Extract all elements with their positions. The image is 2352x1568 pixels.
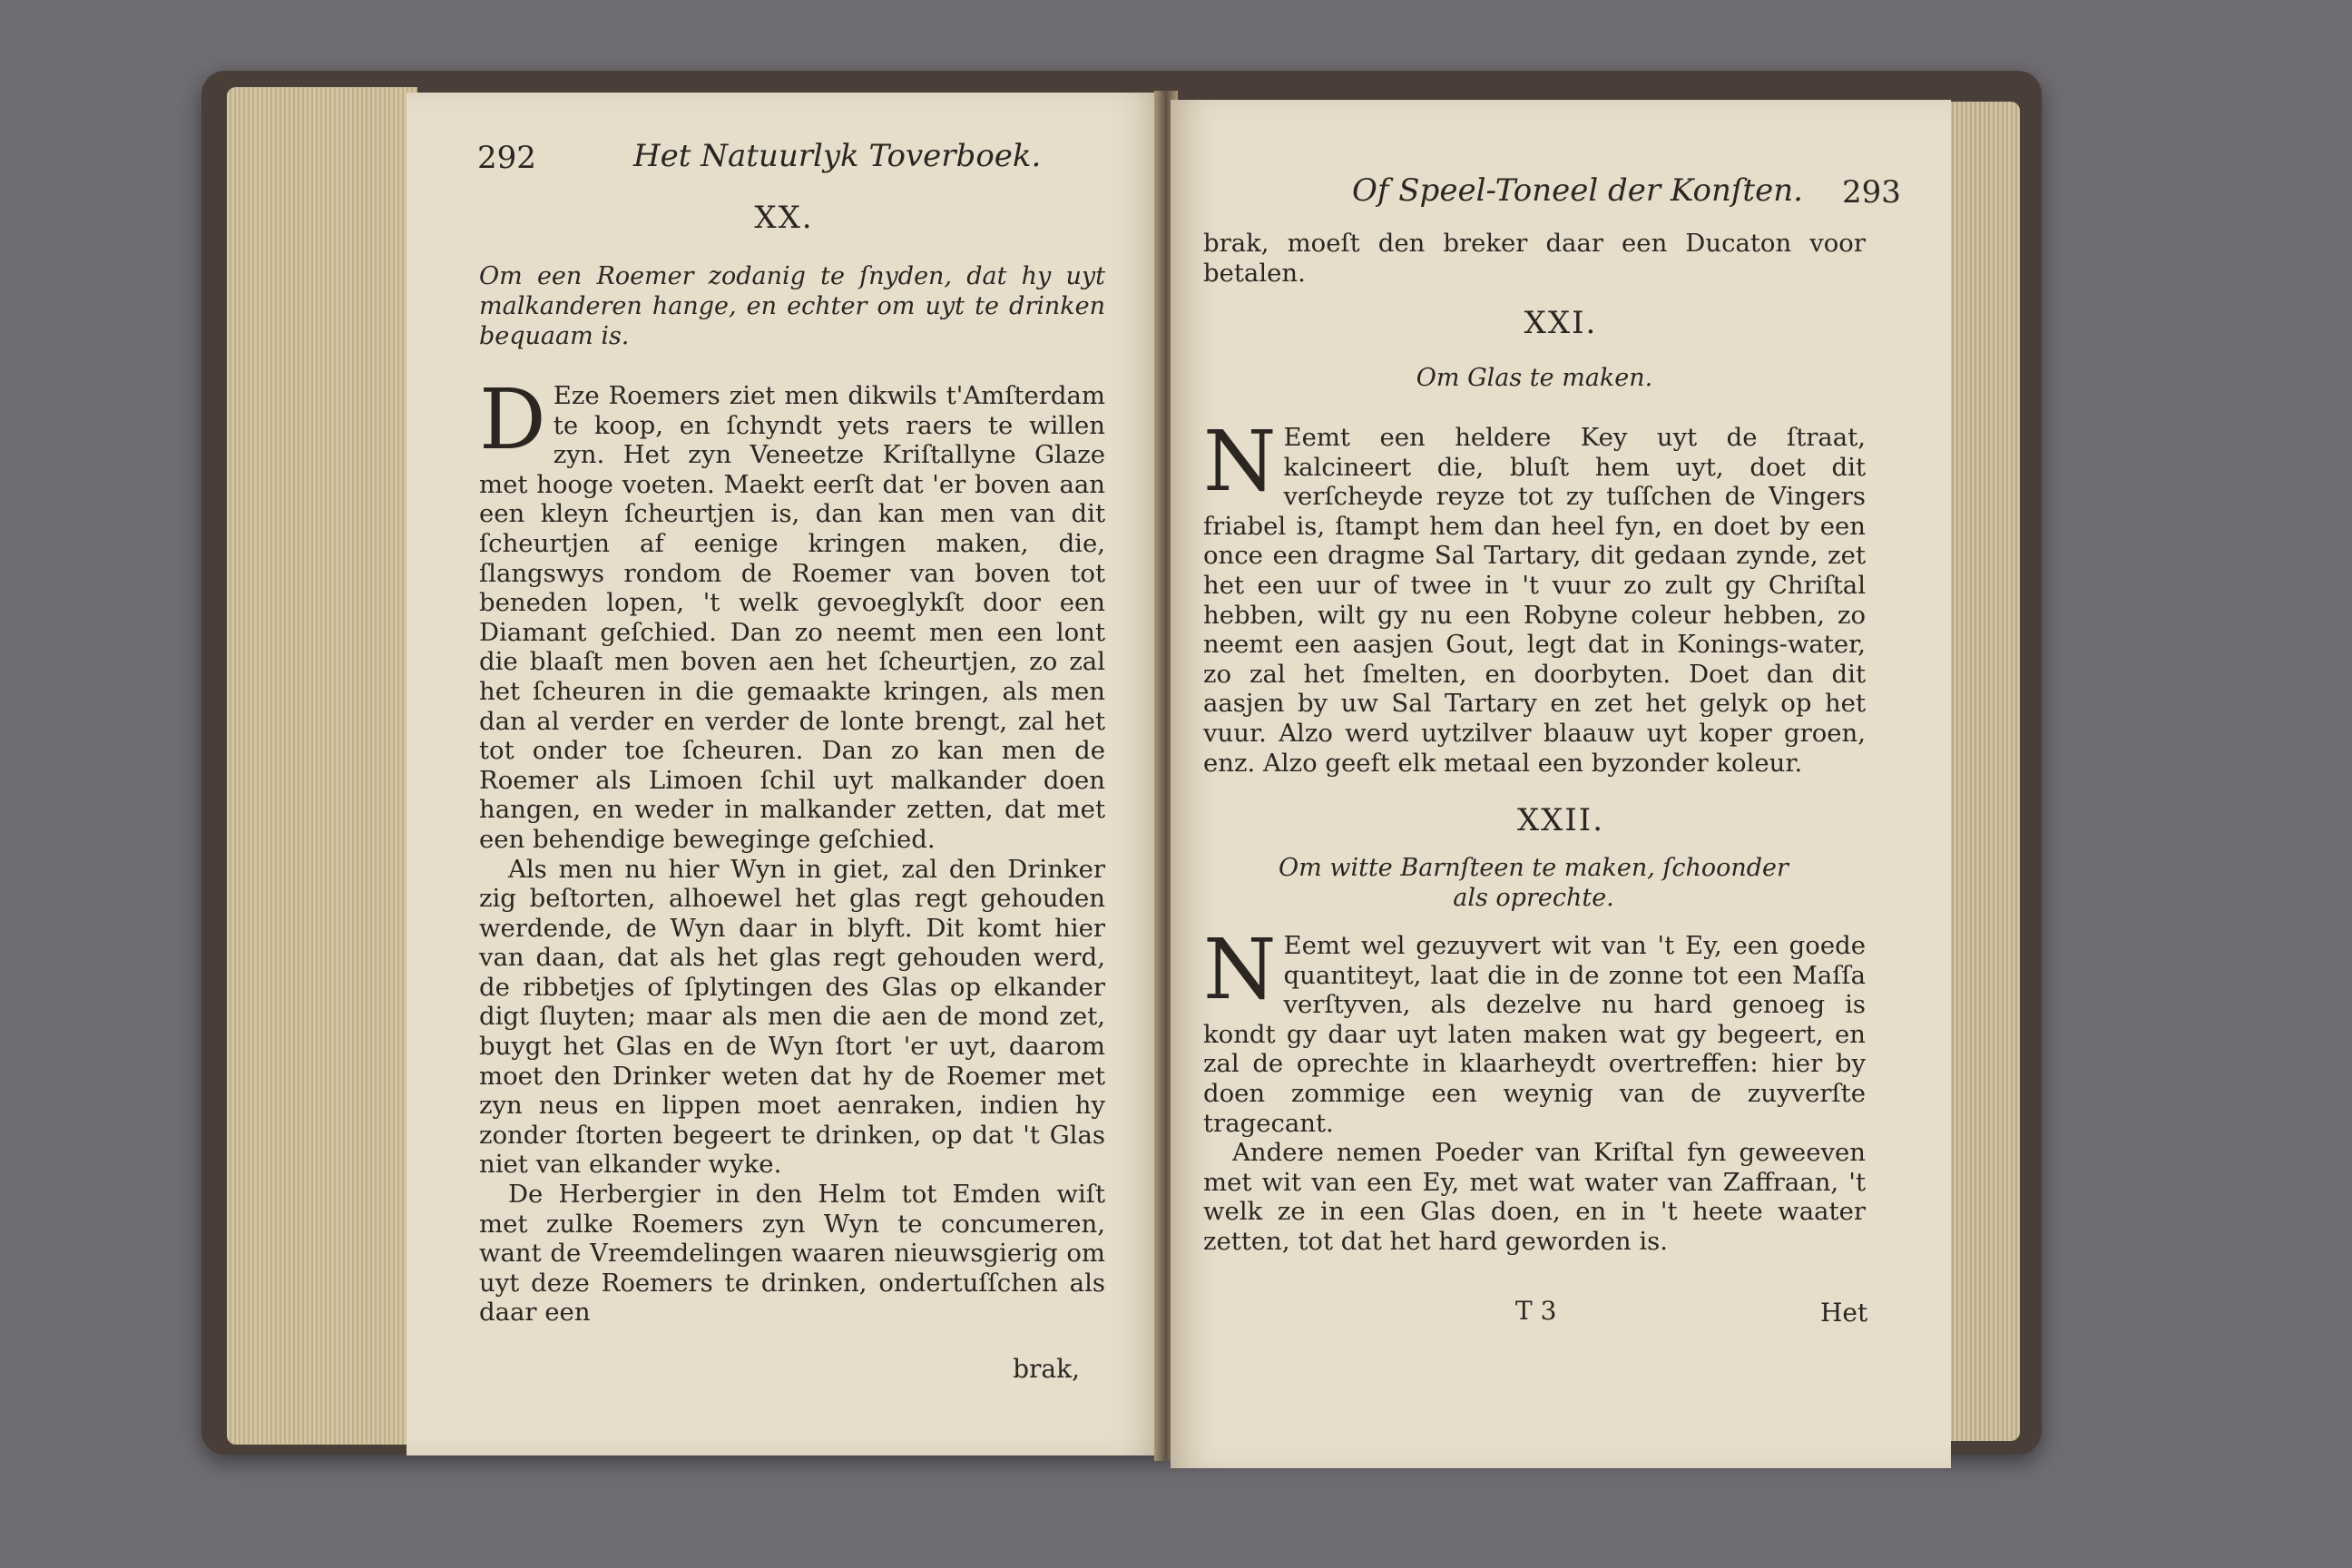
page-number-right: 293 xyxy=(1842,174,1901,211)
paragraph-22-2: Andere nemen Poeder van Kriſtal fyn geweeven met wit van een Ey, met wat water van Zaffraan, 't welk ze in een Glas doen, en in 't heete waater zetten, tot dat het hard geworden is. xyxy=(1203,1138,1866,1256)
right-page xyxy=(1171,100,1951,1468)
dropcap-d: D xyxy=(479,371,546,468)
dropcap-n-22: N xyxy=(1203,921,1277,1018)
continuation-text: brak, moeſt den breker daar een Ducaton voor betalen. xyxy=(1203,229,1866,288)
running-head-right: Of Speel-Toneel der Konſten. xyxy=(1352,172,1803,209)
section-body-20 xyxy=(479,371,1105,1328)
section-title-20: Om een Roemer zodanig te ſnyden, dat hy uyt malkanderen hange, en echter om uyt te drinken bequaam is. xyxy=(479,262,1105,350)
paragraph-22-1: Eemt wel gezuyvert wit van 't Ey, een goede quantiteyt, laat die in de zonne tot een Maſſa verſtyven, als dezelve nu hard genoeg is kondt gy daar uyt laten maken wat gy begeert, en zal de oprechte in klaarheydt overtreffen: hier by doen zommige een weynig van de zuyverſte tragecant. xyxy=(1203,931,1866,1138)
section-title-21: Om Glas te maken. xyxy=(1416,364,1653,392)
catchword-left: brak, xyxy=(1013,1354,1080,1384)
left-page-edges xyxy=(227,87,417,1445)
left-page xyxy=(407,93,1161,1455)
section-number-22: XXII. xyxy=(1516,802,1605,838)
section-number-21: XXI. xyxy=(1524,305,1598,341)
section-title-22: Om witte Barnſteen te maken, ſchoonder als oprechte. xyxy=(1279,854,1788,912)
paragraph-20-2: Als men nu hier Wyn in giet, zal den Drinker zig beſtorten, alhoewel het glas regt gehouden werdende, de Wyn daar in blyft. Dit komt hier van daan, dat als het glas regt gehouden werd, de ribbetjes of ſplytingen des Glas op elkander digt ſluyten; maar als men die aen de mond zet, buygt het Glas en de Wyn ſtort 'er uyt, daarom moet den Drinker weten dat hy de Roemer met zyn neus en lippen moet aenraken, indien hy zonder ſtorten begeert te drinken, op dat 't Glas niet van elkander wyke. xyxy=(479,854,1105,1180)
paragraph-20-1: Eze Roemers ziet men dikwils t'Amſterdam te koop, en ſchyndt yets raers te willen zyn. Het zyn Veneetze Kriſtallyne Glaze met hooge voeten. Maekt eerſt dat 'er boven aan een kleyn ſcheurtjen is, dan kan men van dit ſcheurtjen af eenige kringen maken, die, ſlangswys rondom de Roemer van boven tot beneden lopen, 't welk gevoeglykſt door een Diamant geſchied. Dan zo neemt men een lont die blaaſt men boven aen het ſcheurtjen, zo zal het ſcheuren in die gemaakte kringen, als men dan al verder en verder de lonte brengt, zal het tot onder toe ſcheuren. Dan zo kan men de Roemer als Limoen ſchil uyt malkander doen hangen, en weder in malkander zetten, dat met een behendige beweginge geſchied. xyxy=(479,381,1105,854)
page-number-left: 292 xyxy=(477,140,536,176)
dropcap-n-21: N xyxy=(1203,413,1277,510)
running-head-left: Het Natuurlyk Toverboek. xyxy=(633,138,1042,174)
section-body-21 xyxy=(1203,413,1866,778)
paragraph-20-3: De Herbergier in den Helm tot Emden wiſt met zulke Roemers zyn Wyn te concumeren, want de Vreemdelingen waaren nieuwsgierig om uyt deze Roemers te drinken, ondertuſſchen als daar een xyxy=(479,1180,1105,1328)
section-body-22 xyxy=(1203,921,1866,1257)
paragraph-21-1: Eemt een heldere Key uyt de ſtraat, kalcineert die, bluſt hem uyt, doet dit verſcheyde reyze tot zy tuſſchen de Vingers friabel is, ſtampt hem dan heel fyn, en doet by een once een dragme Sal Tartary, dit gedaan zynde, zet het een uur of twee in 't vuur zo zult gy Chriſtal hebben, wilt gy nu een Robyne coleur hebben, zo neemt een aasjen Gout, legt dat in Konings-water, zo zal het ſmelten, en doorbyten. Doet dan dit aasjen by uw Sal Tartary en zet het gelyk op het vuur. Alzo werd uytzilver blaauw uyt koper groen, enz. Alzo geeft elk metaal een byzonder koleur. xyxy=(1203,423,1866,778)
signature-mark: T 3 xyxy=(1515,1296,1557,1326)
catchword-right: Het xyxy=(1820,1298,1868,1328)
section-number-20: XX. xyxy=(754,200,814,236)
